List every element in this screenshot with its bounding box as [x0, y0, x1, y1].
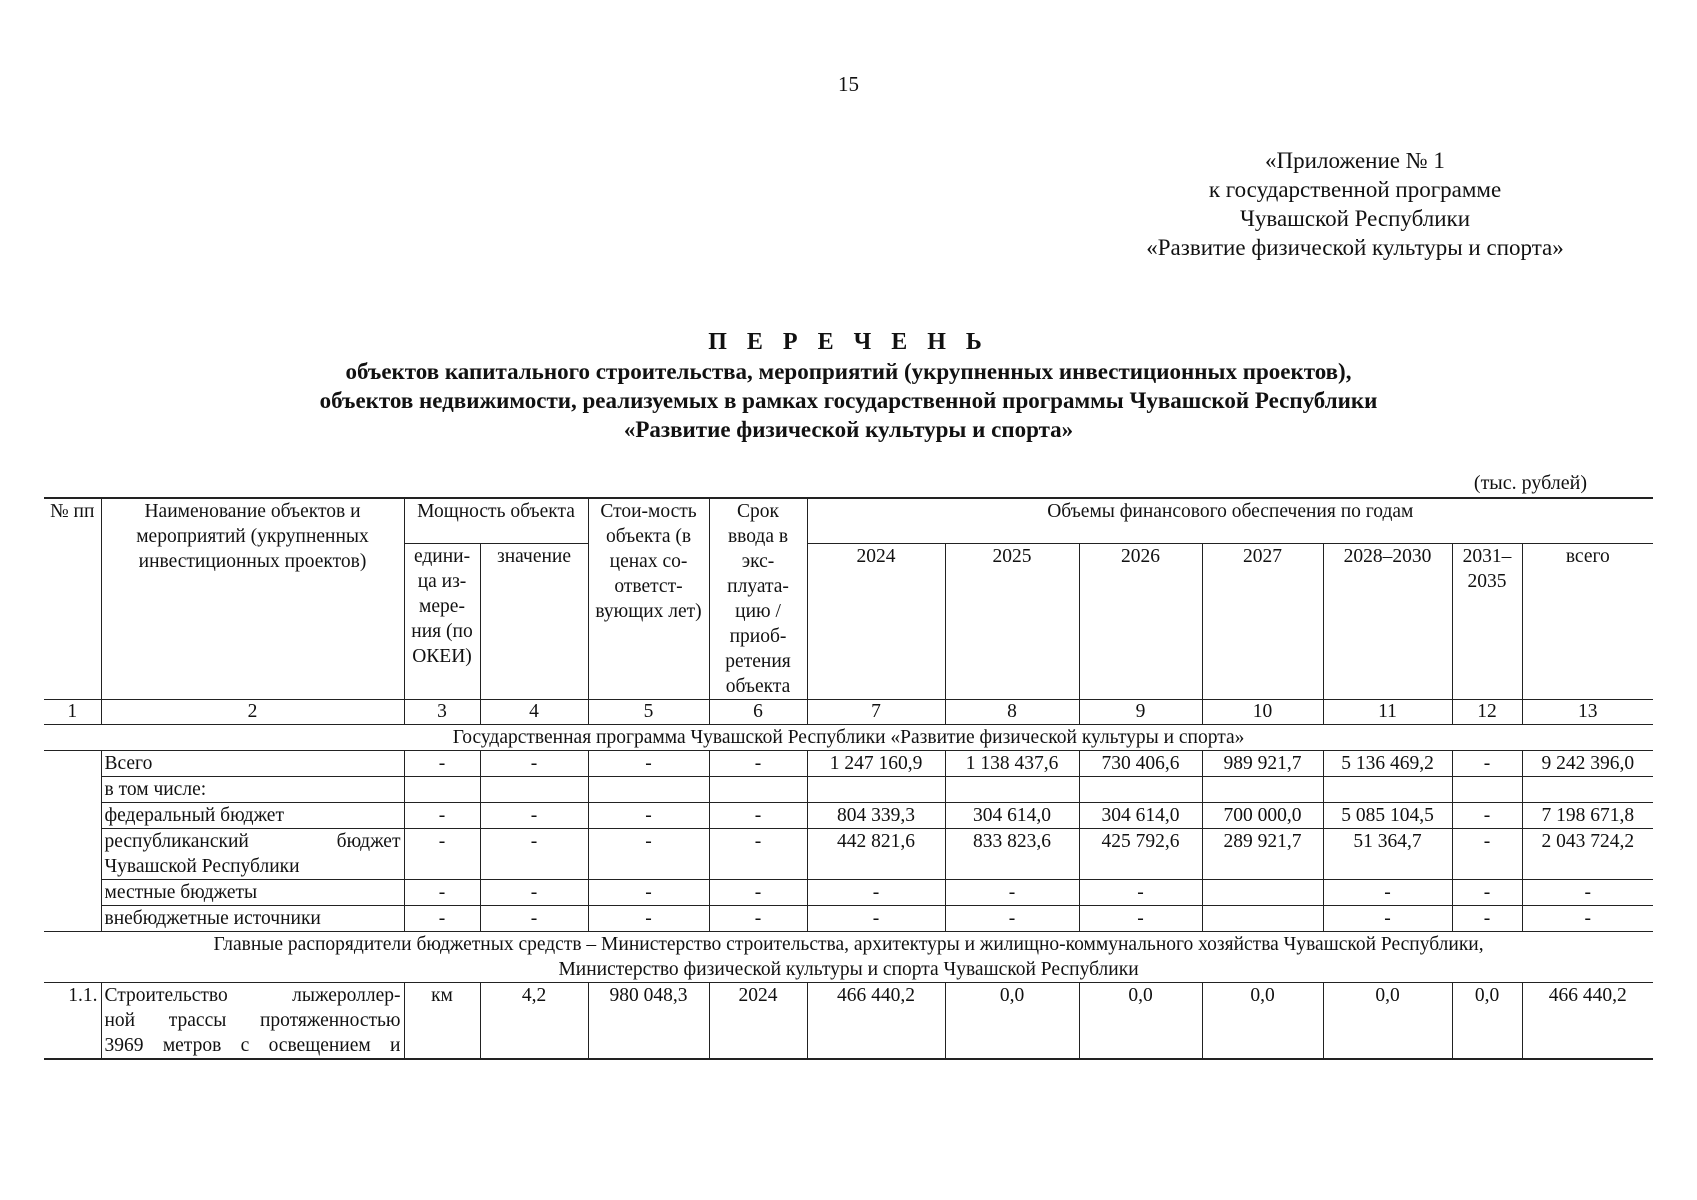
- cell-2027: 700 000,0: [1202, 803, 1323, 829]
- cell-total: 2 043 724,2: [1522, 829, 1653, 880]
- cell-2024: [807, 777, 945, 803]
- cell-total: 9 242 396,0: [1522, 751, 1653, 777]
- appendix-caption: [1075, 146, 1635, 262]
- item-number: 1.1.: [44, 983, 101, 1060]
- appendix-line: к государственной программе: [1208, 177, 1502, 202]
- cell-2028-2030: -: [1323, 906, 1452, 932]
- cell-cost: -: [588, 880, 709, 906]
- header-value: значение: [480, 544, 588, 700]
- cell-2031-2035: -: [1452, 880, 1522, 906]
- capital-construction-table: [44, 497, 1653, 1060]
- row-name: местные бюджеты: [101, 880, 404, 906]
- cell-2027: [1202, 880, 1323, 906]
- cell-cost: -: [588, 829, 709, 880]
- header-name: Наименование объектов и мероприятий (укрупненных инвестиционных проектов): [101, 498, 404, 700]
- cell-2031-2035: -: [1452, 803, 1522, 829]
- title-heading: П Е Р Е Ч Е Н Ь: [708, 329, 989, 355]
- column-number: 10: [1202, 700, 1323, 725]
- cell-total: 7 198 671,8: [1522, 803, 1653, 829]
- units-label: (тыс. рублей): [1473, 472, 1587, 494]
- cell-2024: 1 247 160,9: [807, 751, 945, 777]
- document-title: [0, 328, 1697, 444]
- cell-2028-2030: 5 085 104,5: [1323, 803, 1452, 829]
- title-line: объектов капитального строительства, мероприятий (укрупненных инвестиционных проектов),: [345, 359, 1352, 384]
- cell-value: 4,2: [480, 983, 588, 1060]
- header-year: 2031–2035: [1452, 544, 1522, 700]
- cell-term: -: [709, 829, 807, 880]
- header-total: всего: [1522, 544, 1653, 700]
- section-program-title: Государственная программа Чувашской Республики «Развитие физической культуры и спорта»: [44, 725, 1653, 751]
- cell-unit: -: [404, 751, 480, 777]
- cell-2026: 0,0: [1079, 983, 1202, 1060]
- cell-unit: [404, 777, 480, 803]
- cell-2031-2035: -: [1452, 906, 1522, 932]
- header-unit: едини-ца из-мере-ния (по ОКЕИ): [404, 544, 480, 700]
- row-name: в том числе:: [101, 777, 404, 803]
- row-name-line: республиканский бюджет: [104, 831, 401, 852]
- appendix-line: Чувашской Республики: [1239, 206, 1471, 231]
- cell-2027: 289 921,7: [1202, 829, 1323, 880]
- column-number: 12: [1452, 700, 1522, 725]
- cell-cost: 980 048,3: [588, 983, 709, 1060]
- cell-2024: -: [807, 906, 945, 932]
- appendix-line: «Приложение № 1: [1265, 148, 1445, 173]
- cell-cost: -: [588, 803, 709, 829]
- header-funding: Объемы финансового обеспечения по годам: [807, 498, 1653, 544]
- column-number: 2: [101, 700, 404, 725]
- table-row: [44, 880, 1653, 906]
- cell-2027: 0,0: [1202, 983, 1323, 1060]
- cell-2026: [1079, 777, 1202, 803]
- table-row: [44, 777, 1653, 803]
- row-name: внебюджетные источники: [101, 906, 404, 932]
- column-number: 4: [480, 700, 588, 725]
- cell-2028-2030: -: [1323, 880, 1452, 906]
- cell-term: -: [709, 803, 807, 829]
- cell-value: -: [480, 803, 588, 829]
- item-name-line: ной трассы протяженностью: [104, 1010, 401, 1031]
- header-year: 2026: [1079, 544, 1202, 700]
- cell-value: -: [480, 829, 588, 880]
- row-name-line: Чувашской Республики: [104, 856, 300, 877]
- cell-2024: 804 339,3: [807, 803, 945, 829]
- cell-value: [480, 777, 588, 803]
- item-name: [101, 983, 404, 1060]
- cell-2024: -: [807, 880, 945, 906]
- cell-term: [709, 777, 807, 803]
- column-number: 8: [945, 700, 1079, 725]
- cell-2027: 989 921,7: [1202, 751, 1323, 777]
- cell-2027: [1202, 777, 1323, 803]
- header-num: № пп: [44, 498, 101, 700]
- cell-2028-2030: 5 136 469,2: [1323, 751, 1452, 777]
- cell-2031-2035: -: [1452, 751, 1522, 777]
- row-name: федеральный бюджет: [101, 803, 404, 829]
- header-capacity: Мощность объекта: [404, 498, 588, 544]
- cell-2024: 442 821,6: [807, 829, 945, 880]
- section-line: Министерство физической культуры и спорта Чувашской Республики: [558, 959, 1139, 980]
- cell-2024: 466 440,2: [807, 983, 945, 1060]
- cell-2026: 304 614,0: [1079, 803, 1202, 829]
- cell-unit: -: [404, 803, 480, 829]
- cell-2025: -: [945, 906, 1079, 932]
- cell-total: -: [1522, 906, 1653, 932]
- column-number: 1: [44, 700, 101, 725]
- cell-2026: 730 406,6: [1079, 751, 1202, 777]
- header-year: 2028–2030: [1323, 544, 1452, 700]
- header-year: 2024: [807, 544, 945, 700]
- cell-2027: [1202, 906, 1323, 932]
- cell-2025: 304 614,0: [945, 803, 1079, 829]
- cell-2031-2035: [1452, 777, 1522, 803]
- column-number: 11: [1323, 700, 1452, 725]
- table-row: [44, 829, 1653, 880]
- cell-total: -: [1522, 880, 1653, 906]
- table-row: [44, 751, 1653, 777]
- table-row: [44, 803, 1653, 829]
- item-name-line: Строительство лыжероллер-: [104, 985, 401, 1006]
- title-line: объектов недвижимости, реализуемых в рамках государственной программы Чувашской Республики: [319, 388, 1378, 413]
- section-budget-managers: [44, 932, 1653, 983]
- header-year: 2025: [945, 544, 1079, 700]
- cell-2031-2035: 0,0: [1452, 983, 1522, 1060]
- row-name: [101, 829, 404, 880]
- cell-cost: -: [588, 906, 709, 932]
- cell-term: -: [709, 880, 807, 906]
- cell-total: [1522, 777, 1653, 803]
- cell-value: -: [480, 751, 588, 777]
- cell-2026: -: [1079, 880, 1202, 906]
- table-row: [44, 906, 1653, 932]
- header-year: 2027: [1202, 544, 1323, 700]
- row-name: Всего: [101, 751, 404, 777]
- cell-unit: -: [404, 880, 480, 906]
- page-number: 15: [838, 72, 859, 96]
- cell-total: 466 440,2: [1522, 983, 1653, 1060]
- title-line: «Развитие физической культуры и спорта»: [623, 417, 1074, 442]
- column-number: 6: [709, 700, 807, 725]
- cell-term: 2024: [709, 983, 807, 1060]
- cell-unit: -: [404, 906, 480, 932]
- column-number: 5: [588, 700, 709, 725]
- column-number: 13: [1522, 700, 1653, 725]
- cell-unit: км: [404, 983, 480, 1060]
- cell-unit: -: [404, 829, 480, 880]
- cell-2025: 833 823,6: [945, 829, 1079, 880]
- cell-2026: -: [1079, 906, 1202, 932]
- row-num-empty: [44, 751, 101, 932]
- column-number: 9: [1079, 700, 1202, 725]
- cell-2031-2035: -: [1452, 829, 1522, 880]
- cell-2025: [945, 777, 1079, 803]
- cell-2028-2030: 0,0: [1323, 983, 1452, 1060]
- section-line: Главные распорядители бюджетных средств – Министерство строительства, архитектуры и жилищно-коммунального хозяйства Чувашской Республики,: [213, 934, 1484, 955]
- cell-term: -: [709, 906, 807, 932]
- cell-value: -: [480, 906, 588, 932]
- header-cost: Стои-мость объекта (в ценах со-ответст-вующих лет): [588, 498, 709, 700]
- appendix-line: «Развитие физической культуры и спорта»: [1146, 235, 1564, 260]
- cell-2026: 425 792,6: [1079, 829, 1202, 880]
- cell-2028-2030: [1323, 777, 1452, 803]
- header-term: Срок ввода в экс-плуата-цию / приоб-ретения объекта: [709, 498, 807, 700]
- column-number: 7: [807, 700, 945, 725]
- item-name-line: 3969 метров с освещением и: [104, 1035, 401, 1056]
- cell-value: -: [480, 880, 588, 906]
- cell-2025: -: [945, 880, 1079, 906]
- cell-2025: 0,0: [945, 983, 1079, 1060]
- table-row: [44, 983, 1653, 1060]
- cell-term: -: [709, 751, 807, 777]
- cell-cost: -: [588, 751, 709, 777]
- column-number: 3: [404, 700, 480, 725]
- cell-2028-2030: 51 364,7: [1323, 829, 1452, 880]
- cell-2025: 1 138 437,6: [945, 751, 1079, 777]
- cell-cost: [588, 777, 709, 803]
